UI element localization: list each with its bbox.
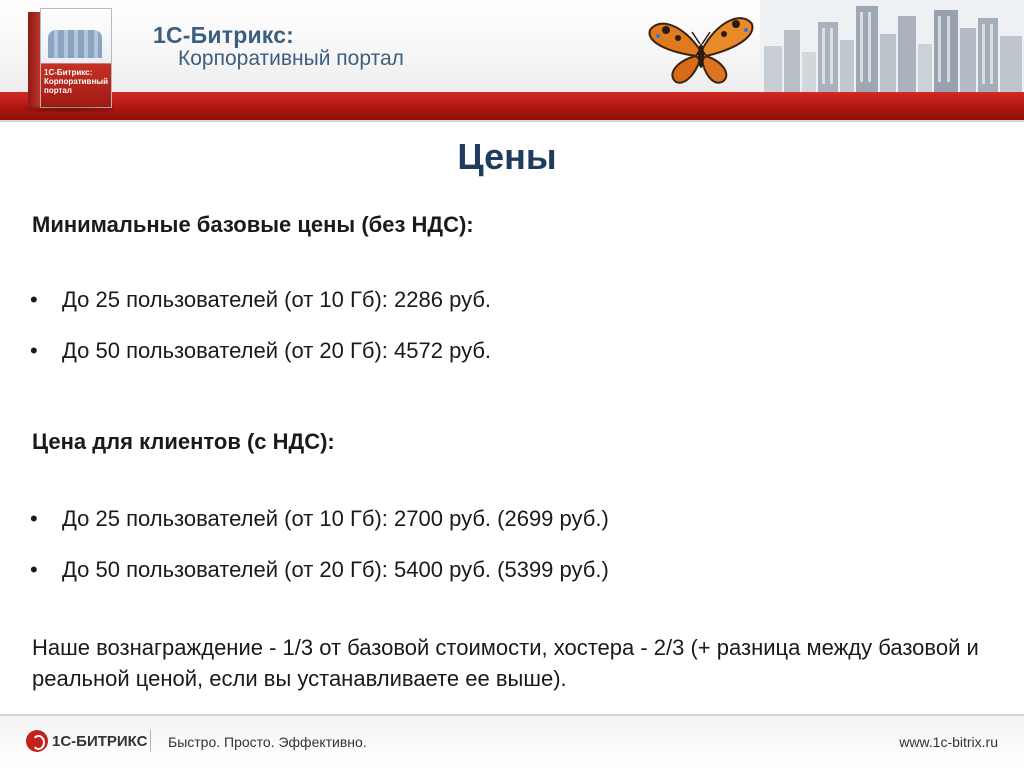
section-heading-client-prices: Цена для клиентов (с НДС): [32, 429, 335, 454]
list-item-text: До 25 пользователей (от 10 Гб): 2700 руб. (2699 руб.) [62, 506, 609, 531]
product-box-shadow [24, 106, 114, 112]
bullet-glyph: • [30, 506, 38, 531]
list-item [30, 287, 491, 313]
list-item [30, 557, 609, 583]
product-box-people [48, 30, 102, 58]
footer-logo-text: 1С-БИТРИКС [52, 733, 148, 750]
reward-note: Наше вознаграждение - 1/3 от базовой стоимости, хостера - 2/3 (+ разница между базовой и реальной ценой, если вы устанавливаете ее выше). [32, 635, 979, 691]
header-red-band [0, 92, 1024, 120]
section-heading-base-prices: Минимальные базовые цены (без НДС): [32, 212, 474, 237]
header-band-shadow [0, 120, 1024, 122]
list-item-text: До 50 пользователей (от 20 Гб): 5400 руб. (5399 руб.) [62, 557, 609, 582]
product-box-label: 1С-Битрикс: Корпоративный портал [44, 68, 109, 95]
brand-subtitle: Корпоративный портал [178, 47, 404, 70]
bitrix-logo-icon [26, 730, 48, 752]
list-item-text: До 50 пользователей (от 20 Гб): 4572 руб. [62, 338, 492, 363]
list-item [30, 338, 491, 364]
footer-separator [150, 730, 151, 752]
slide-header [0, 0, 1024, 122]
footer-slogan: Быстро. Просто. Эффективно. [168, 734, 367, 750]
bullet-glyph: • [30, 557, 38, 582]
list-item-text: До 25 пользователей (от 10 Гб): 2286 руб. [62, 287, 492, 312]
brand-title: 1С-Битрикс: [153, 22, 295, 48]
slide-title: Цены [457, 136, 557, 177]
butterfly-icon [646, 8, 756, 88]
slide-footer [0, 716, 1024, 768]
footer-url: www.1c-bitrix.ru [899, 734, 998, 750]
bullet-glyph: • [30, 287, 38, 312]
bullet-glyph: • [30, 338, 38, 363]
product-box-image [14, 8, 114, 112]
city-skyline-image [760, 0, 1024, 92]
list-item [30, 506, 609, 532]
